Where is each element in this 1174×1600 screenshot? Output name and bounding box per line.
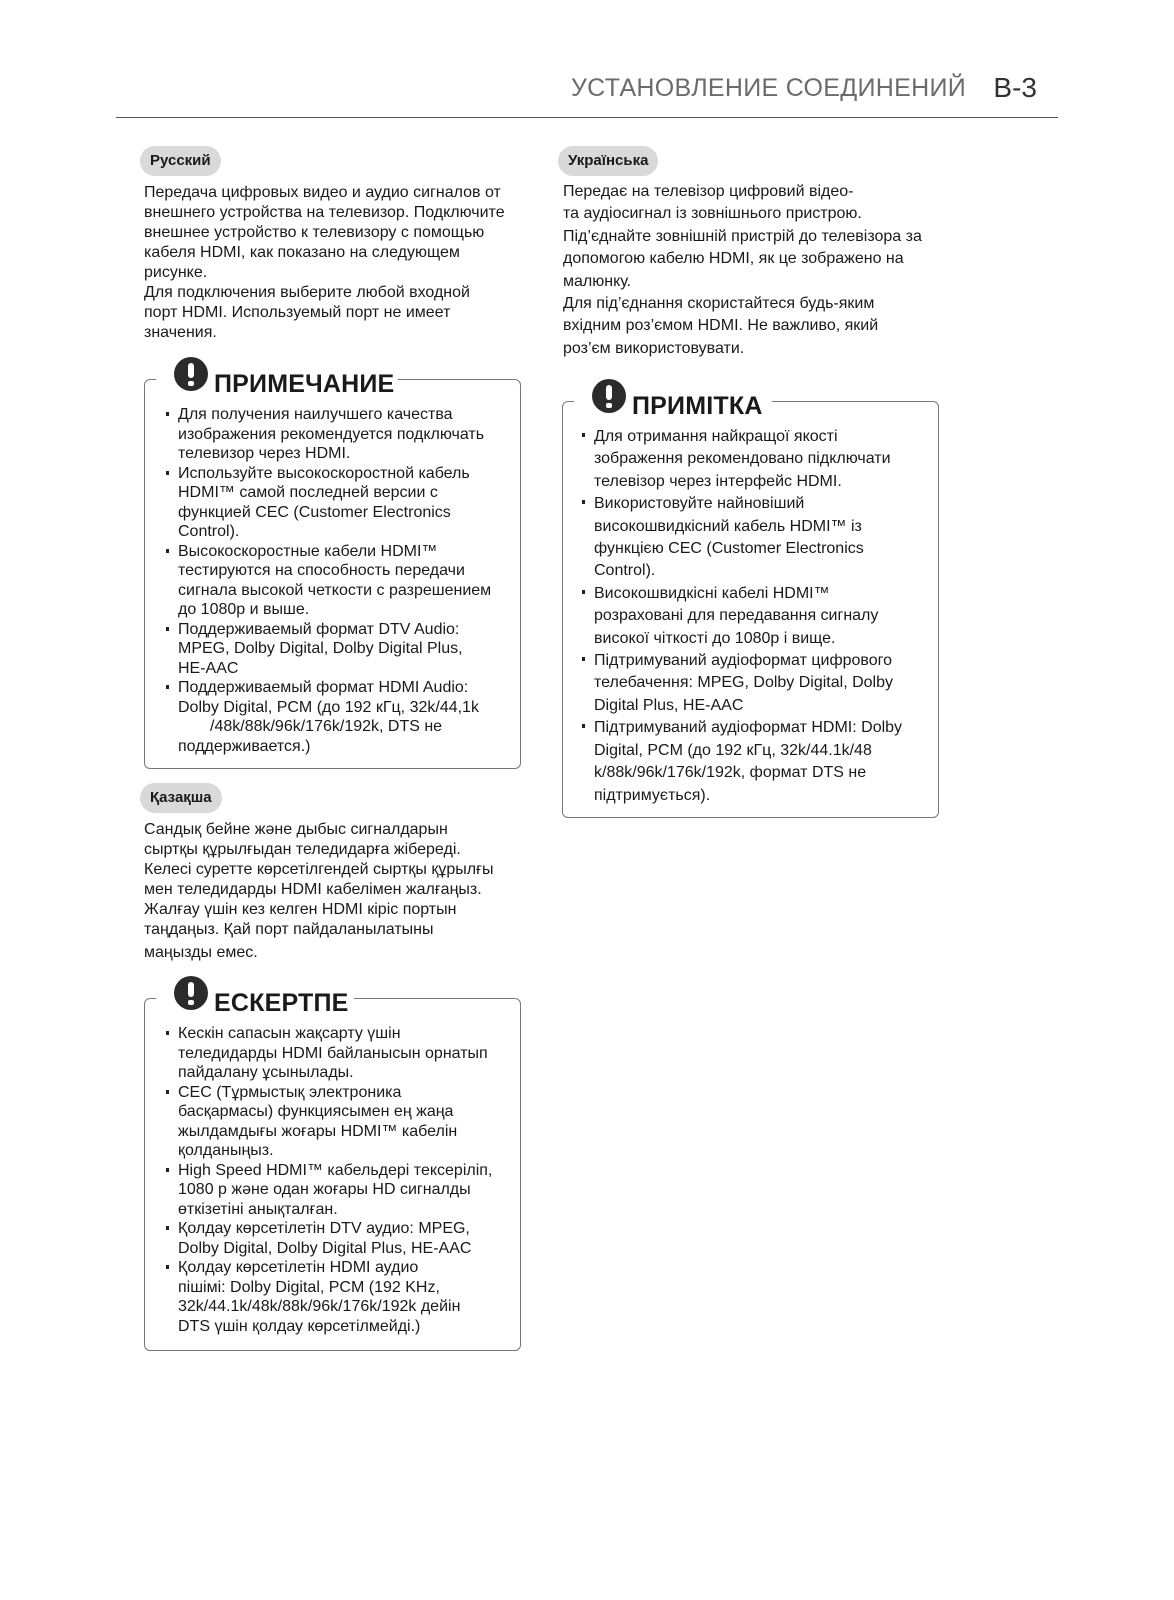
list-item: Підтримуваний аудіоформат цифрового телебачення: MPEG, Dolby Digital, Dolby Digital Plus, HE-AAC xyxy=(582,650,937,717)
list-item: High Speed HDMI™ кабельдері тексеріліп, 1080 p және одан жоғары HD сигналды өткізетіні анықталған. xyxy=(166,1161,516,1220)
text-line: таңдаңыз. Қай порт пайдаланылатыны xyxy=(144,921,434,938)
text-line: Келесі суретте көрсетілгендей сыртқы құрылғы xyxy=(144,861,494,878)
exclamation-icon xyxy=(174,357,208,391)
ukrainian-note xyxy=(562,379,939,818)
section-title: УСТАНОВЛЕНИЕ СОЕДИНЕНИЙ xyxy=(571,74,966,102)
text-line: порт HDMI. Используемый порт не имеет xyxy=(144,304,451,321)
list-item: Қолдау көрсетілетін DTV аудио: MPEG, Dolby Digital, Dolby Digital Plus, HE-AAC xyxy=(166,1219,516,1258)
kazakh-intro xyxy=(140,820,532,963)
text-line: внешнего устройства на телевизор. Подключите xyxy=(144,204,505,221)
exclamation-icon xyxy=(592,379,626,413)
text-line: внешнее устройство к телевизору с помощью xyxy=(144,224,485,241)
note-list xyxy=(166,405,516,756)
text-line: Для подключения выберите любой входной xyxy=(144,284,470,301)
list-item: Қолдау көрсетілетін HDMI аудио пішімі: Dolby Digital, PCM (192 KHz, 32k/44.1k/48k/88k/96k/176k/192k дейін DTS үшін қолдау көрсетілмейді.) xyxy=(166,1258,516,1336)
kazakh-note xyxy=(144,976,521,1351)
list-item: Для получения наилучшего качества изображения рекомендуется подключать телевизор через HDMI. xyxy=(166,405,516,464)
list-item: Високошвидкісні кабелі HDMI™ розраховані для передавання сигналу високої чіткості до 1080p і вище. xyxy=(582,583,937,650)
text-line: малюнку. xyxy=(563,272,632,290)
russian-note xyxy=(144,357,521,769)
text-line: кабеля HDMI, как показано на следующем xyxy=(144,244,460,261)
text-line: маңызды емес. xyxy=(144,944,258,961)
note-heading xyxy=(156,357,398,401)
text-line: рисунке. xyxy=(144,264,208,281)
ukrainian-intro xyxy=(558,181,958,360)
text-line: та аудіосигнал із зовнішнього пристрою. xyxy=(563,205,862,223)
text-line: вхідним роз’ємом HDMI. Не важливо, який xyxy=(563,317,879,335)
note-heading xyxy=(574,379,772,423)
note-list xyxy=(166,1024,516,1336)
text-line: Передає на телевізор цифровий відео- xyxy=(563,183,854,200)
russian-section xyxy=(140,146,532,343)
language-label-ukrainian: Українська xyxy=(558,146,658,176)
header-divider xyxy=(116,117,1058,118)
note-title: ПРИМІТКА xyxy=(632,392,763,420)
note-heading xyxy=(156,976,354,1020)
note-list xyxy=(582,426,937,807)
language-label-russian: Русский xyxy=(140,146,221,176)
text-line: значения. xyxy=(144,324,217,341)
kazakh-section xyxy=(140,783,532,963)
list-item: Для отримання найкращої якості зображення рекомендовано підключати телевізор через інтерфейс HDMI. xyxy=(582,426,937,493)
text-line: Передача цифровых видео и аудио сигналов от xyxy=(144,184,501,201)
list-item: Используйте высокоскоростной кабель HDMI™ самой последней версии с функцией CEC (Customer Electronics Control). xyxy=(166,464,516,542)
list-item: Кескін сапасын жақсарту үшін теледидарды HDMI байланысын орнатып пайдалану ұсынылады. xyxy=(166,1024,516,1083)
list-item: CEC (Тұрмыстық электроника басқармасы) функциясымен ең жаңа жылдамдығы жоғары HDMI™ кабелін қолданыңыз. xyxy=(166,1083,516,1161)
list-item: Підтримуваний аудіоформат HDMI: Dolby Digital, PCM (до 192 кГц, 32k/44.1k/48 k/88k/96k/176k/192k, формат DTS не підтримується). xyxy=(582,717,937,807)
exclamation-icon xyxy=(174,976,208,1010)
text-line: допомогою кабелю HDMI, як це зображено на xyxy=(563,250,904,268)
page-number: B-3 xyxy=(993,72,1037,103)
list-item: Поддерживаемый формат HDMI Audio: Dolby Digital, PCM (до 192 кГц, 32k/44,1k /48k/88k/96k/176k/192k, DTS не поддерживается.) xyxy=(166,678,516,756)
text-line: Під’єднайте зовнішній пристрій до телевізора за xyxy=(563,227,922,245)
text-line: Сандық бейне және дыбыс сигналдарын xyxy=(144,821,448,838)
text-line: Для під’єднання скористайтеся будь-яким xyxy=(563,295,875,313)
text-line: мен теледидарды HDMI кабелімен жалғаңыз. xyxy=(144,881,482,898)
russian-intro xyxy=(140,183,532,343)
list-item: Використовуйте найновіший високошвидкісний кабель HDMI™ із функцією CEC (Customer Electronics Control). xyxy=(582,493,937,583)
note-title: ЕСКЕРТПЕ xyxy=(214,989,349,1017)
list-item: Поддерживаемый формат DTV Audio: MPEG, Dolby Digital, Dolby Digital Plus, HE-AAC xyxy=(166,620,516,679)
note-title: ПРИМЕЧАНИЕ xyxy=(214,370,395,398)
language-label-kazakh: Қазақша xyxy=(140,783,222,813)
list-item: Высокоскоростные кабели HDMI™ тестируются на способность передачи сигнала высокой четкости с разрешением до 1080p и выше. xyxy=(166,542,516,620)
text-line: роз’єм використовувати. xyxy=(563,339,745,357)
text-line: сыртқы құрылғыдан теледидарға жібереді. xyxy=(144,841,461,858)
text-line: Жалғау үшін кез келген HDMI кіріс портын xyxy=(144,901,457,918)
ukrainian-section xyxy=(558,146,958,360)
